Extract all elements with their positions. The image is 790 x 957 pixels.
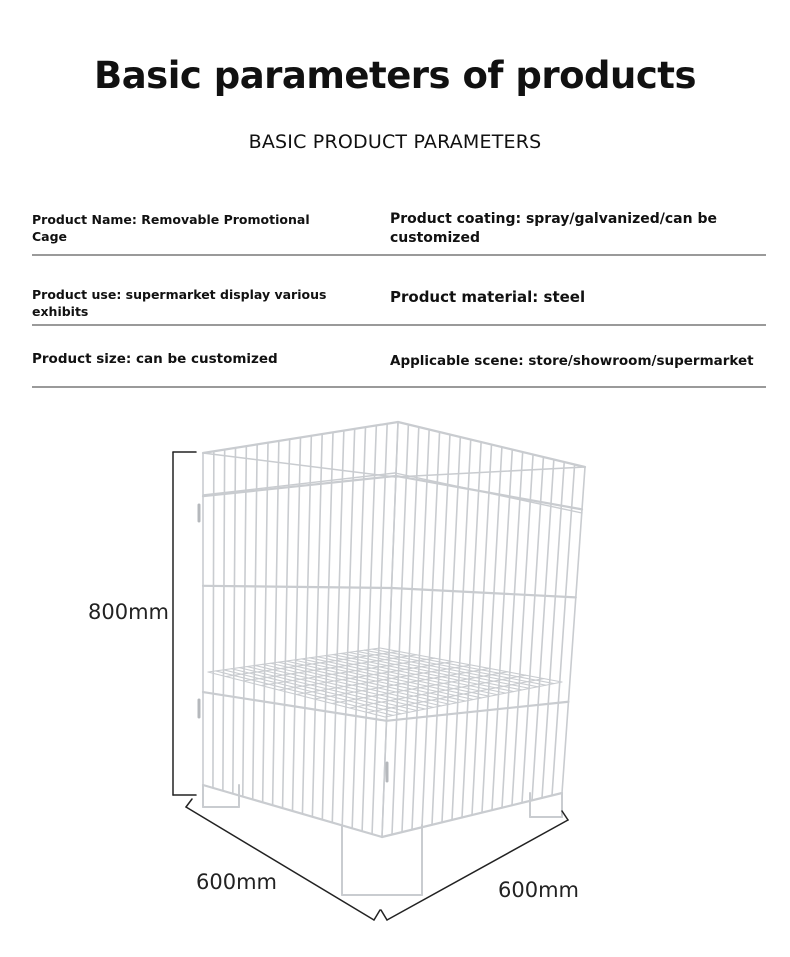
product-coating-text: Product coating: spray/galvanized/can be customized <box>390 211 717 246</box>
cage-wire <box>322 432 333 819</box>
cage-wire <box>352 427 365 828</box>
product-figure <box>0 395 790 953</box>
parameter-row <box>32 200 766 256</box>
cage-wire <box>492 450 512 811</box>
height-dimension-label: 800mm <box>88 600 169 624</box>
cage-wire <box>542 462 564 798</box>
cage-wire <box>302 436 311 814</box>
cage-wire <box>462 442 481 817</box>
cage-wire <box>512 455 533 806</box>
cage-wire <box>243 446 247 796</box>
cage-wire <box>223 450 225 791</box>
wire-cage <box>199 422 585 895</box>
cage-wire <box>472 445 492 816</box>
right-width-dimension-line <box>387 820 568 920</box>
cage-wire <box>562 467 585 793</box>
cage-wire <box>442 437 460 822</box>
cage-wire <box>263 443 268 803</box>
cage-wire <box>392 425 408 835</box>
product-name-text: Product Name: Removable Promotional Cage <box>32 212 310 244</box>
cage-wire <box>522 457 543 803</box>
cage-rail <box>398 422 585 467</box>
product-size-text: Product size: can be customized <box>32 351 278 367</box>
left-width-dimension-line <box>186 807 374 920</box>
cage-wire <box>332 431 344 823</box>
cage-wire <box>233 448 236 794</box>
cage-wire <box>482 447 502 813</box>
left-width-dimension-label: 600mm <box>196 870 277 894</box>
cage-wire <box>213 451 214 788</box>
cage-wire <box>342 429 354 826</box>
cage-wire <box>552 465 575 796</box>
page-title: Basic parameters of products <box>94 54 696 97</box>
applicable-scene-text: Applicable scene: store/showroom/supermarket <box>390 353 754 369</box>
right-width-dimension-tick <box>381 910 387 920</box>
cage-wire <box>402 427 419 832</box>
cage-wire <box>293 438 301 812</box>
parameter-row <box>32 326 766 388</box>
product-use-text: Product use: supermarket display various exhibits <box>32 287 327 319</box>
right-width-dimension-label: 600mm <box>498 878 579 902</box>
left-width-dimension-tick <box>186 799 192 807</box>
product-material-text: Product material: steel <box>390 288 586 306</box>
cage-wire <box>432 435 450 825</box>
cage-wire <box>532 460 554 801</box>
parameter-row <box>32 256 766 326</box>
cage-wire <box>312 434 322 817</box>
cage-wire <box>452 440 471 820</box>
parameters-table <box>32 200 766 388</box>
cage-wire <box>253 444 257 799</box>
cage-rail <box>382 793 562 837</box>
cage-wire <box>422 432 440 827</box>
left-width-dimension-tick <box>374 910 380 920</box>
wire-cage-illustration <box>0 395 790 953</box>
cage-wire <box>412 430 429 830</box>
page-subtitle: BASIC PRODUCT PARAMETERS <box>248 131 542 153</box>
cage-wire <box>273 441 279 805</box>
cage-wire <box>283 439 290 808</box>
cage-wire <box>502 452 523 808</box>
cage-rail <box>203 586 392 588</box>
